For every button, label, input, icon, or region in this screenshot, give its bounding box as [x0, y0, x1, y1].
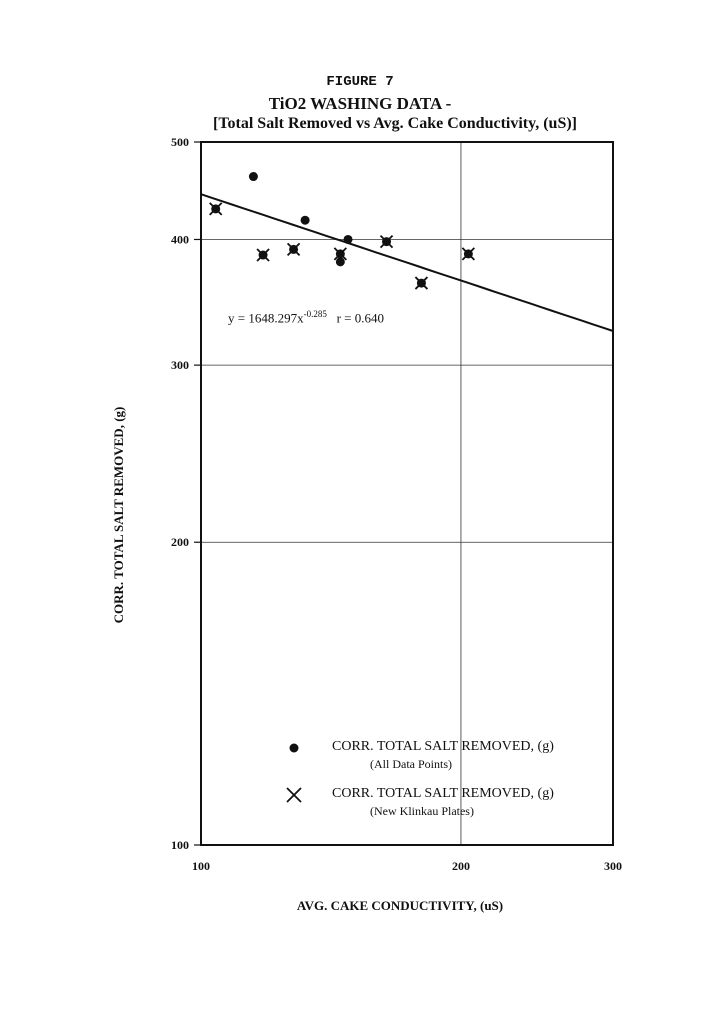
chart-subtitle: [Total Salt Removed vs Avg. Cake Conductivity, (uS)] — [212, 115, 578, 132]
legend-x-marker — [287, 788, 301, 802]
legend-marks — [287, 744, 301, 803]
legend-dot-marker — [290, 744, 299, 753]
data-point-dot-7 — [344, 235, 353, 244]
chart-title: TiO2 WASHING DATA - — [268, 94, 452, 113]
figure-label: FIGURE 7 — [326, 74, 394, 90]
x-tick-label-100: 100 — [192, 859, 210, 873]
fit-r-value: r = 0.640 — [336, 310, 385, 326]
y-tick-label-100: 100 — [171, 838, 189, 852]
y-axis-label: CORR. TOTAL SALT REMOVED, (g) — [111, 406, 126, 624]
data-point-dot-1 — [249, 172, 258, 181]
fit-equation — [228, 309, 384, 326]
y-tick-label-500: 500 — [171, 135, 189, 149]
y-tick-label-300: 300 — [171, 358, 189, 373]
x-tick-label-300: 300 — [604, 859, 622, 873]
y-tick-label-400: 400 — [171, 232, 189, 247]
x-tick-label-200: 200 — [451, 859, 470, 873]
data-point-dot-6 — [336, 257, 345, 266]
legend-label-x: CORR. TOTAL SALT REMOVED, (g) — [332, 786, 554, 801]
data-point-dot-4 — [301, 216, 310, 225]
legend-note-x: (New Klinkau Plates) — [370, 804, 474, 818]
legend-note-dot: (All Data Points) — [370, 757, 452, 771]
y-tick-label-200: 200 — [171, 535, 189, 550]
legend-label-dot: CORR. TOTAL SALT REMOVED, (g) — [332, 739, 554, 754]
fit-equation-exponent: -0.285 — [303, 309, 327, 319]
x-axis-label: AVG. CAKE CONDUCTIVITY, (uS) — [296, 898, 504, 913]
fit-equation-lhs: y = 1648.297x — [228, 310, 304, 326]
